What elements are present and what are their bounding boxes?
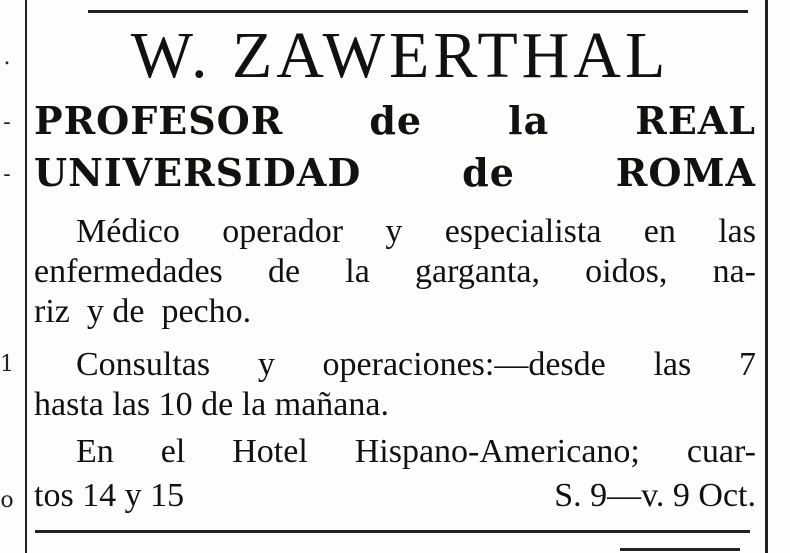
- text-line: [34, 432, 756, 472]
- word: y: [385, 213, 403, 250]
- title-line-1: [34, 96, 756, 146]
- word: especialista: [444, 213, 602, 250]
- word: y: [257, 346, 275, 383]
- word: Hotel: [232, 433, 308, 470]
- word: la: [345, 253, 370, 290]
- title-word: PROFESOR: [34, 98, 284, 143]
- text-line: riz y de pecho.: [34, 293, 252, 330]
- margin-fragment: -: [3, 110, 11, 135]
- word: las: [718, 213, 756, 250]
- title-word: de: [462, 150, 515, 195]
- margin-fragment: 1: [0, 352, 14, 377]
- advertiser-name: W. ZAWERTHAL: [130, 19, 670, 92]
- word: cuar-: [686, 433, 756, 470]
- margin-fragment: o: [0, 488, 14, 513]
- margin-fragment: .: [3, 45, 11, 70]
- title-line-2: [34, 148, 756, 198]
- right-column-rule: [765, 0, 768, 553]
- word: operador: [222, 213, 344, 250]
- word: Consultas: [76, 346, 211, 383]
- word: enfermedades: [34, 253, 223, 290]
- text-line: [34, 212, 756, 252]
- bottom-rule: [35, 530, 750, 533]
- word: en: [643, 213, 676, 250]
- word: oidos,: [585, 253, 668, 290]
- text-line: [34, 476, 756, 516]
- room-numbers: tos 14 y 15: [34, 477, 185, 514]
- text-line: [34, 252, 756, 292]
- word: En: [76, 433, 114, 470]
- word: garganta,: [415, 253, 540, 290]
- title-word: UNIVERSIDAD: [34, 150, 362, 195]
- word: Médico: [76, 213, 180, 250]
- word: na-: [712, 253, 756, 290]
- word: 7: [738, 346, 756, 383]
- word: de: [267, 253, 301, 290]
- word: las: [653, 346, 692, 383]
- title-word: la: [508, 98, 550, 143]
- word: Hispano-Americano;: [354, 433, 640, 470]
- next-ad-rule: [620, 548, 740, 551]
- text-line: hasta las 10 de la mañana.: [34, 386, 389, 423]
- title-word: REAL: [635, 98, 756, 143]
- insertion-code: S. 9—v. 9 Oct.: [554, 477, 756, 514]
- word: operaciones:—desde: [322, 346, 606, 383]
- left-column-rule: [25, 0, 27, 553]
- title-word: ROMA: [615, 150, 756, 195]
- margin-fragment: -: [3, 162, 11, 187]
- word: el: [160, 433, 186, 470]
- top-rule: [88, 10, 748, 13]
- text-line: [34, 345, 756, 385]
- title-word: de: [369, 98, 423, 143]
